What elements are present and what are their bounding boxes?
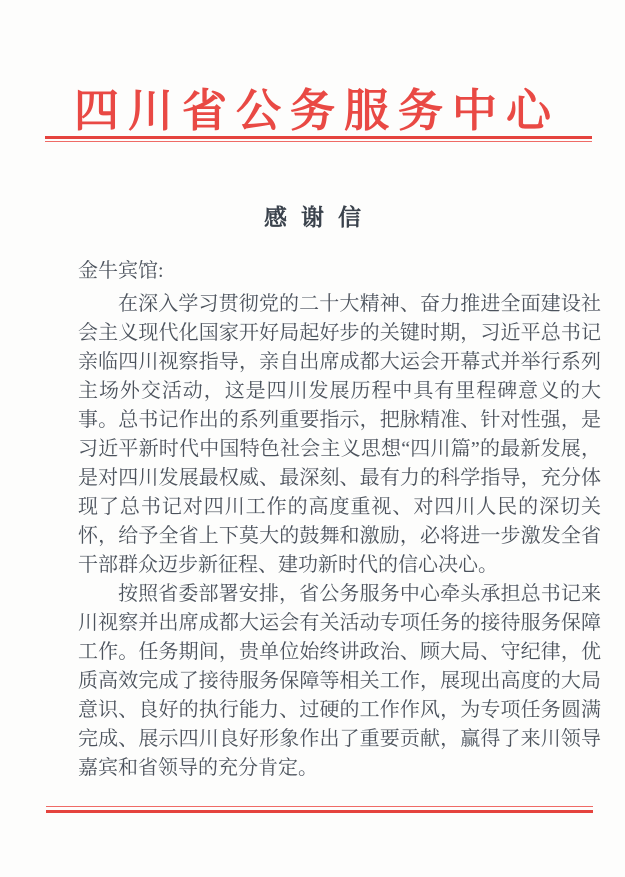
footer-double-rule [46,806,593,813]
paragraph-2: 按照省委部署安排，省公务服务中心牵头承担总书记来川视察并出席成都大运会有关活动专项任务的接待服务保障工作。任务期间，贵单位始终讲政治、顾大局、守纪律，优质高效完成了接待服务保障等相关工作，展现出高度的大局意识、良好的执行能力、过硬的工作作风，为专项任务圆满完成、展示四川良好形象作出了重要贡献，赢得了来川领导嘉宾和省领导的充分肯定。 [78,583,601,779]
letterhead-double-rule [45,136,592,142]
salutation: 金牛宾馆: [78,260,164,282]
paragraph-1: 在深入学习贯彻党的二十大精神、奋力推进全面建设社会主义现代化国家开好局起好步的关键时期，习近平总书记亲临四川视察指导，亲自出席成都大运会开幕式并举行系列主场外交活动，这是四川发展历程中具有里程碑意义的大事。总书记作出的系列重要指示，把脉精准、针对性强，是习近平新时代中国特色社会主义思想“四川篇”的最新发展，是对四川发展最权威、最深刻、最有力的科学指导，充分体现了总书记对四川工作的高度重视、对四川人民的深切关怀，给予全省上下莫大的鼓舞和激励，必将进一步激发全省干部群众迈步新征程、建功新时代的信心决心。 [78,293,601,576]
letter-body [78,257,601,783]
letterhead-title: 四川省公务服务中心 [73,86,560,136]
document-title: 感谢信 [264,205,375,230]
